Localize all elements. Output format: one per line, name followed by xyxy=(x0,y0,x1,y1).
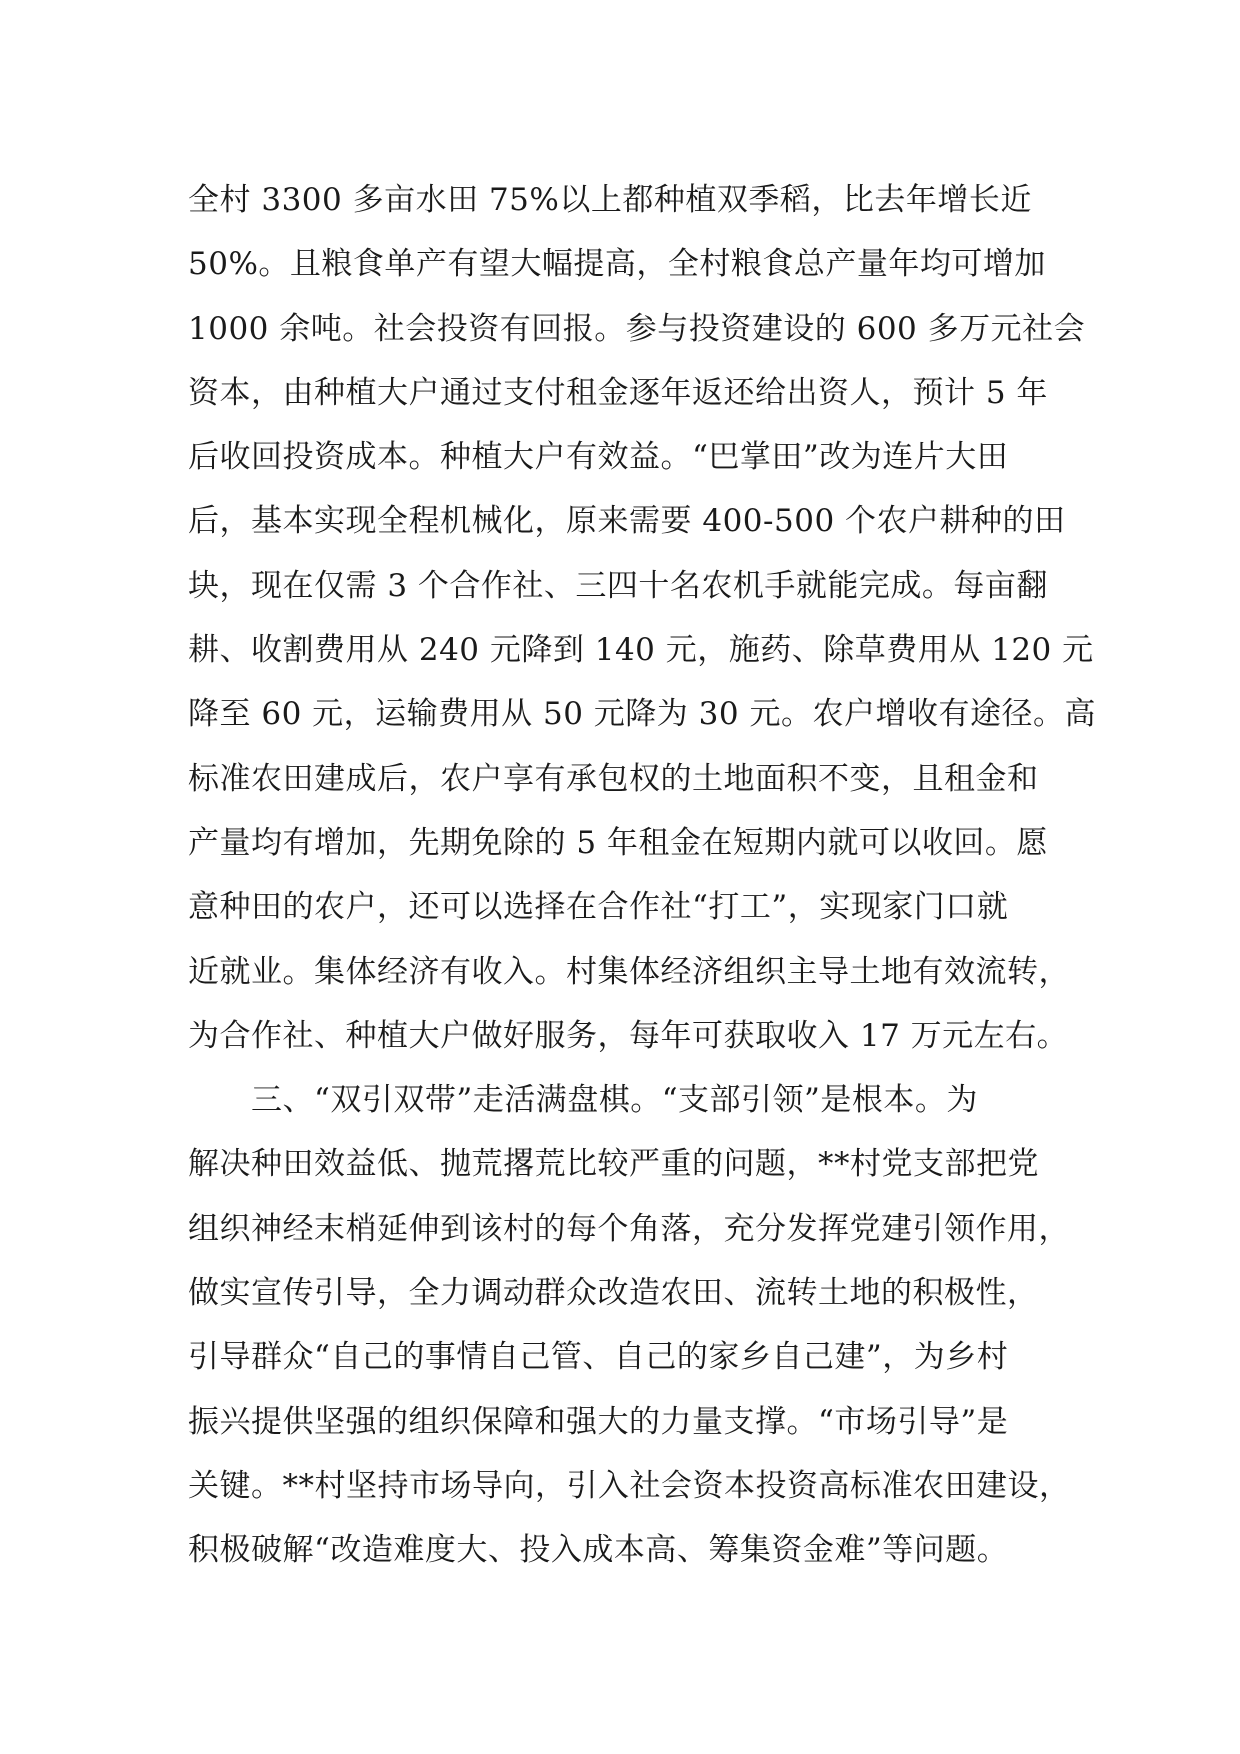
text-line: 产量均有增加，先期免除的 5 年租金在短期内就可以收回。愿 xyxy=(188,824,1048,861)
text-line: 1000 余吨。社会投资有回报。参与投资建设的 600 多万元社会 xyxy=(188,310,1086,347)
text-line: 全村 3300 多亩水田 75%以上都种植双季稻，比去年增长近 xyxy=(188,182,1032,218)
text-line: 意种田的农户，还可以选择在合作社“打工”，实现家门口就 xyxy=(188,889,1009,926)
section-heading-line: 三、“双引双带”走活满盘棋。“支部引领”是根本。为 xyxy=(188,1082,978,1119)
text-line: 50%。且粮食单产有望大幅提高，全村粮食总产量年均可增加 xyxy=(188,246,1046,283)
text-line: 振兴提供坚强的组织保障和强大的力量支撑。“市场引导”是 xyxy=(188,1403,1009,1440)
text-line: 块，现在仅需 3 个合作社、三四十名农机手就能完成。每亩翻 xyxy=(188,567,1048,604)
text-line: 做实宣传引导，全力调动群众改造农田、流转土地的积极性， xyxy=(188,1275,1039,1312)
text-line: 标准农田建成后，农户享有承包权的土地面积不变，且租金和 xyxy=(188,760,1039,797)
text-line: 近就业。集体经济有收入。村集体经济组织主导土地有效流转， xyxy=(188,953,1070,990)
text-line: 解决种田效益低、抛荒撂荒比较严重的问题，**村党支部把党 xyxy=(188,1146,1039,1183)
text-line: 组织神经末梢延伸到该村的每个角落，充分发挥党建引领作用， xyxy=(188,1210,1070,1247)
text-line: 资本，由种植大户通过支付租金逐年返还给出资人，预计 5 年 xyxy=(188,374,1048,411)
text-line: 积极破解“改造难度大、投入成本高、筹集资金难”等问题。 xyxy=(188,1532,1009,1569)
text-line: 降至 60 元，运输费用从 50 元降为 30 元。农户增收有途径。高 xyxy=(188,696,1096,733)
text-line: 引导群众“自己的事情自己管、自己的家乡自己建”，为乡村 xyxy=(188,1339,1009,1376)
text-line: 为合作社、种植大户做好服务，每年可获取收入 17 万元左右。 xyxy=(188,1017,1069,1054)
text-line: 关键。**村坚持市场导向，引入社会资本投资高标准农田建设， xyxy=(188,1467,1071,1504)
text-line: 后收回投资成本。种植大户有效益。“巴掌田”改为连片大田 xyxy=(188,439,1009,476)
text-line: 耕、收割费用从 240 元降到 140 元，施药、除草费用从 120 元 xyxy=(188,632,1094,669)
text-line: 后，基本实现全程机械化，原来需要 400-500 个农户耕种的田 xyxy=(188,503,1066,540)
body-text xyxy=(188,168,1096,1583)
